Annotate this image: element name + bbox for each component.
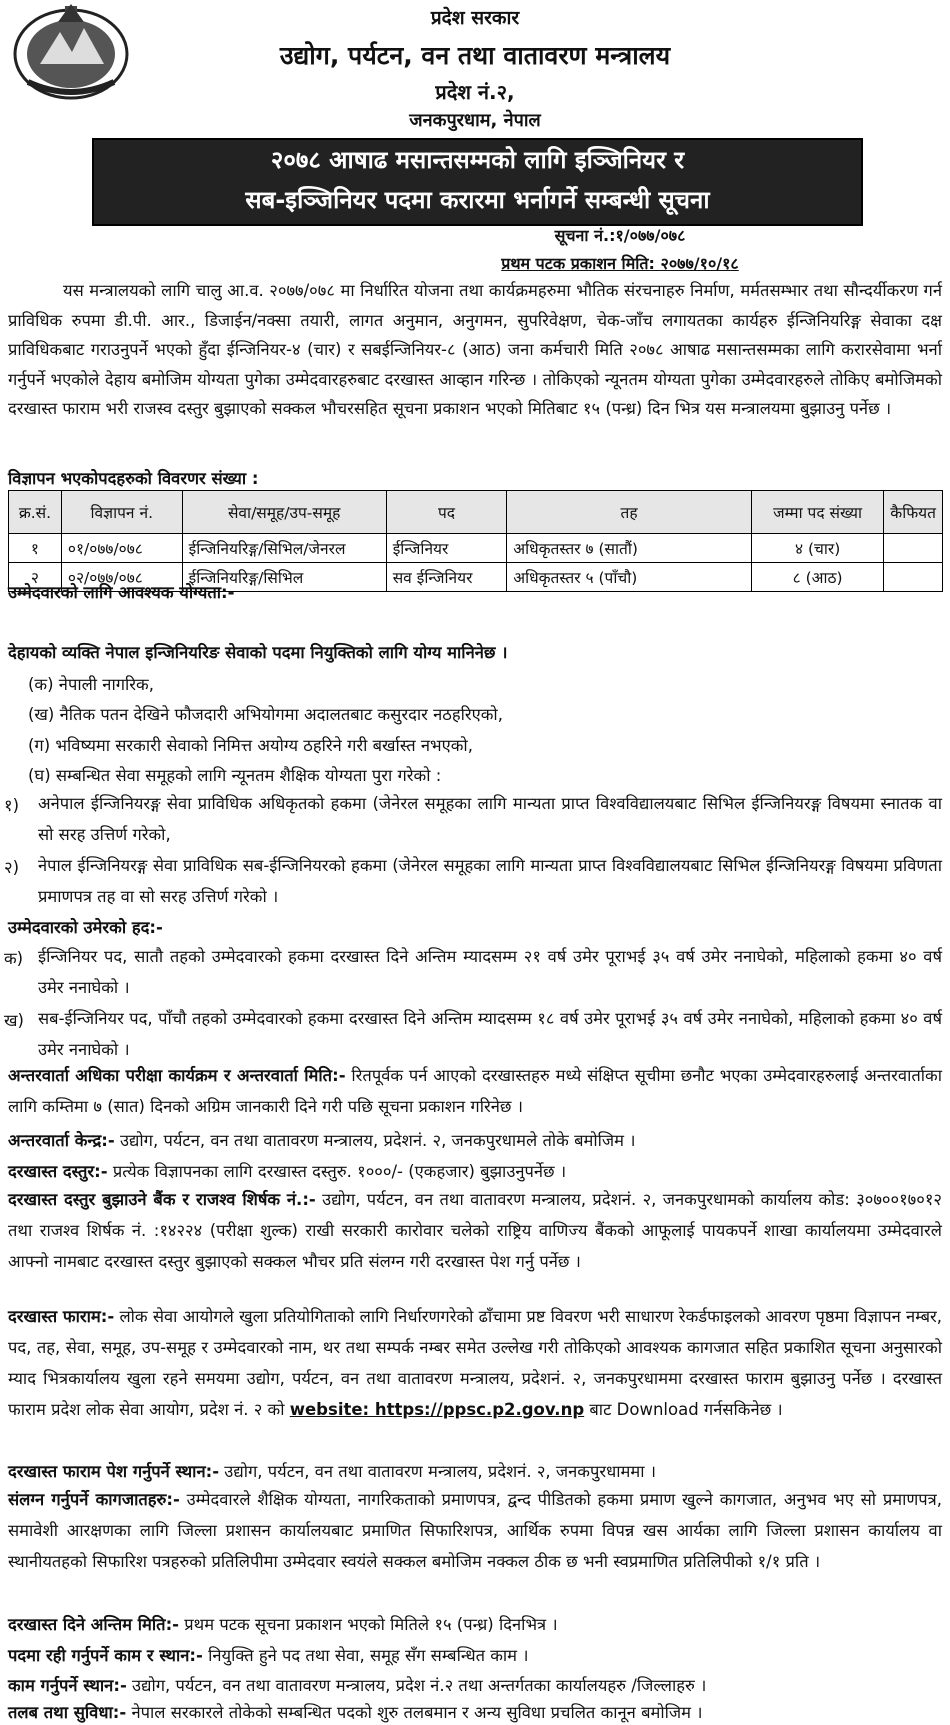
- city-label: जनकपुरधाम, नेपाल: [409, 110, 541, 131]
- submit-label: दरखास्त फाराम पेश गर्नुपर्ने स्थान:-: [8, 1462, 220, 1481]
- fee-section: [8, 1159, 566, 1182]
- qualification-subheading: देहायको व्यक्ति नेपाल इन्जिनियरिङ सेवाको पदमा नियुक्तिको लागि योग्य मानिनेछ ।: [8, 643, 508, 662]
- qualification-heading: उम्मेदवारको लागि आवश्यक योग्यता:-: [8, 583, 235, 602]
- age-item: ईन्जिनियर पद, सातौ तहको उम्मेदवारको हकमा दरखास्त दिने अन्तिम म्यादसम्म २१ वर्ष उमेर पूराभई ३५ वर्ष उमेर ननाघेको, महिलाको हकमा ४० वर्ष उमेर ननाघेको ।: [38, 947, 942, 997]
- col-remarks: कैफियत: [884, 491, 943, 534]
- cell-remarks: [884, 563, 943, 592]
- cell-post: सव ईन्जिनियर: [386, 563, 507, 592]
- province-label: प्रदेश नं.२,: [435, 80, 515, 104]
- cell-ad-no: ०२/०७७/०७८: [61, 563, 182, 592]
- deadline-section: [8, 1612, 558, 1635]
- salary-text: नेपाल सरकारले तोकेको सम्बन्धित पदको शुरु तलबमान र अन्य सुविधा प्रचलित कानून बमोजिम ।: [131, 1703, 703, 1722]
- fee-label: दरखास्त दस्तुर:-: [8, 1162, 108, 1181]
- cell-level: अधिकृतस्तर ७ (सातौं): [507, 534, 752, 563]
- posts-table: [8, 490, 943, 592]
- deadline-text: प्रथम पटक सूचना प्रकाशन भएको मितिले १५ (पन्ध्र) दिनभित्र ।: [184, 1615, 558, 1634]
- cell-post: ईन्जिनियर: [386, 534, 507, 563]
- bank-text: उद्योग, पर्यटन, वन तथा वातावरण मन्त्रालय, प्रदेशनं. २, जनकपुरधामको कार्यालय कोड: ३०७००१७०१२ तथा राजश्व शिर्षक नं. :१४२२४ (परीक्षा शुल्क) राखी सरकारी कारोवार चलेको राष्ट्रिय वाणिज्य बैंकको आफूलाई पायकपर्ने शाखा कार्यालयमा उम्मेदवारले आफ्नो नामबाट दरखास्त दस्तुर बुझाएको सक्कल भौचर प्रति संलग्न गरी दरखास्त पेश गर्नु पर्नेछ ।: [8, 1190, 942, 1271]
- notice-number: सूचना नं.:१/०७७/०७८: [554, 226, 686, 245]
- col-service: सेवा/समूह/उप-समूह: [182, 491, 386, 534]
- table-title: विज्ञापन भएकोपदहरुको विवरणर संख्या :: [8, 469, 259, 488]
- bank-label: दरखास्त दस्तुर बुझाउने बैंक र राजश्व शिर्षक नं.:-: [8, 1190, 316, 1209]
- form-text: लोक सेवा आयोगले खुला प्रतियोगिताको लागि निर्धारणगरेको ढाँचामा प्रष्ट विवरण भरी साधारण रेकर्डफाइलको आवरण पृष्ठमा विज्ञापन नम्बर, पद, तह, सेवा, समूह, उप-समूह र उम्मेदवारको नाम, थर तथा सम्पर्क नम्बर समेत उल्लेख गरी तोकिएको आवश्यक कागजात सहित प्रकाशित सूचना अनुसारको म्याद भित्रकार्यालय खुला रहने समयमा उद्योग, पर्यटन, वन तथा वातावरण मन्त्रालय, प्रदेशनं. २, जनकपुरधाममा दरखास्त फाराम बुझाउनु पर्नेछ । दरखास्त फाराम प्रदेश लोक सेवा आयोग, प्रदेश नं. २ को: [8, 1307, 942, 1419]
- banner-line-1: २०७८ आषाढ मसान्तसम्मको लागि इञ्जिनियर र: [270, 146, 685, 174]
- interview-text: रितपूर्वक पर्न आएको दरखास्तहरु मध्ये संक्षिप्त सूचीमा छनौट भएका उम्मेदवारहरुलाई अन्तरवार्ताका लागि कम्तिमा ७ (सात) दिनको अग्रिम जानकारी दिने गरी पछि सूचना प्रकाशन गरिनेछ ।: [8, 1066, 943, 1116]
- place-text: उद्योग, पर्यटन, वन तथा वातावरण मन्त्रालय, प्रदेश नं.२ तथा अन्तर्गतका कार्यालयहरु /जिल्लाहरु ।: [132, 1676, 707, 1695]
- cell-count: ४ (चार): [751, 534, 883, 563]
- table-header-row: [9, 491, 943, 534]
- age-heading: उम्मेदवारको उमेरको हद:-: [8, 918, 163, 937]
- center-label: अन्तरवार्ता केन्द्र:-: [8, 1131, 115, 1150]
- col-ad-no: विज्ञापन नं.: [61, 491, 182, 534]
- center-section: [8, 1128, 636, 1151]
- form-tail: बाट Download गर्नसकिनेछ ।: [589, 1400, 783, 1419]
- form-label: दरखास्त फाराम:-: [8, 1307, 115, 1326]
- intro-paragraph: यस मन्त्रालयको लागि चालु आ.व. २०७७/०७८ मा निर्धारित योजना तथा कार्यक्रमहरुमा भौतिक संरचनाहरु निर्माण, मर्मतसम्भार तथा सौन्दर्यीकरण गर्न प्राविधिक रुपमा डी.पी. आर., डिजाईन/नक्सा तयारी, लागत अनुमान, अनुगमन, सुपरिवेक्षण, चेक-जाँच लगायतका कार्यहरु ईन्जिनियरिङ्ग सेवाका दक्ष प्राविधिकबाट गराउनुपर्ने भएको हुँदा ईन्जिनियर-४ (चार) र सबईन्जिनियर-८ (आठ) जना कर्मचारी मिति २०७८ आषाढ मसान्तसम्मका लागि करारसेवामा भर्ना गर्नुपर्ने भएकोले देहाय बमोजिम योग्यता पुगेका उम्मेदवारहरुबाट दरखास्त आव्हान गरिन्छ । तोकिएको न्यूनतम योग्यता पुगेका उम्मेदवारहरुले तोकिए बमोजिमको दरखास्त फाराम भरी राजस्व दस्तुर बुझाएको सक्कल भौचरसहित सूचना प्रकाशन भएको मितिबाट १५ (पन्ध्र) दिन भित्र यस मन्त्रालयमा बुझाउनु पर्नेछ ।: [8, 281, 942, 418]
- cell-service: ईन्जिनियरिङ्ग/सिभिल/जेनरल: [182, 534, 386, 563]
- submit-text: उद्योग, पर्यटन, वन तथा वातावरण मन्त्रालय, प्रदेशनं. २, जनकपुरधाममा ।: [224, 1462, 657, 1481]
- cell-sn: २: [9, 563, 62, 592]
- age-marker: ख): [4, 1011, 24, 1030]
- numbered-item: नेपाल ईन्जिनियरङ्ग सेवा प्राविधिक सब-ईन्जिनियरको हकमा (जेनेरल समूहका लागि मान्यता प्राप्त विश्वविद्यालयबाट सिभिल ईन्जिनियरङ्ग विषयमा प्रविणता प्रमाणपत्र तह वा सो सरह उत्तिर्ण गरेको ।: [38, 856, 942, 906]
- interview-label: अन्तरवार्ता अधिका परीक्षा कार्यक्रम र अन्तरवार्ता मिति:-: [8, 1066, 346, 1085]
- col-level: तह: [507, 491, 752, 534]
- center-text: उद्योग, पर्यटन, वन तथा वातावरण मन्त्रालय, प्रदेशनं. २, जनकपुरधामले तोके बमोजिम ।: [119, 1131, 636, 1150]
- qualification-item: (घ) सम्बन्धित सेवा समूहको लागि न्यूनतम शैक्षिक योग्यता पुरा गरेको :: [28, 766, 442, 785]
- publication-date: प्रथम पटक प्रकाशन मिति: २०७७/१०/१८: [501, 254, 739, 273]
- form-section: [8, 1301, 942, 1425]
- qualification-item: (ख) नैतिक पतन देखिने फौजदारी अभियोगमा अदालतबाट कसुरदार नठहरिएको,: [28, 705, 503, 724]
- docs-text: उम्मेदवारले शैक्षिक योग्यता, नागरिकताको प्रमाणपत्र, द्वन्द पीडितको हकमा प्रमाण खुल्ने कागजात, अनुभव भए सो प्रमाणपत्र, समावेशी आरक्षणका लागि जिल्ला प्रशासन कार्यालयबाट प्रमाणित सिफारिशपत्र, आर्थिक रुपमा विपन्न खस आर्यका लागि जिल्ला प्रशासन कार्यालय वा स्थानीयतहको सिफारिश पत्रहरुको प्रतिलिपीमा उम्मेदवार स्वयंले सक्कल बमोजिम नक्कल ठीक छ भनी स्वप्रमाणित प्रतिलिपीको १/१ प्रति ।: [8, 1490, 943, 1571]
- interview-section: [8, 1060, 942, 1122]
- cell-level: अधिकृतस्तर ५ (पाँचौ): [507, 563, 752, 592]
- col-post: पद: [386, 491, 507, 534]
- docs-section: [8, 1484, 942, 1577]
- numbered-item: अनेपाल ईन्जिनियरङ्ग सेवा प्राविधिक अधिकृतको हकमा (जेनेरल समूहका लागि मान्यता प्राप्त विश्वविद्यालयबाट सिभिल ईन्जिनियरङ्ग विषयमा स्नातक वा सो सरह उत्तिर्ण गरेको,: [38, 794, 942, 844]
- bank-section: [8, 1184, 942, 1277]
- cell-sn: १: [9, 534, 62, 563]
- qualification-item: (क) नेपाली नागरिक,: [28, 675, 154, 694]
- submit-section: [8, 1459, 656, 1482]
- qualification-item: (ग) भविष्यमा सरकारी सेवाको निमित्त अयोग्य ठहरिने गरी बर्खास्त नभएको,: [28, 736, 473, 755]
- place-section: [8, 1673, 706, 1696]
- notice-banner: [92, 138, 863, 226]
- salary-section: [8, 1700, 703, 1723]
- duty-section: [8, 1643, 529, 1666]
- banner-line-2: सब-इञ्जिनियर पदमा करारमा भर्नागर्ने सम्बन्धी सूचना: [245, 186, 710, 214]
- age-item: सब-ईन्जिनियर पद, पाँचौ तहको उम्मेदवारको हकमा दरखास्त दिने अन्तिम म्यादसम्म १८ वर्ष उमेर पूराभई ३५ वर्ष उमेर ननाघेको, महिलाको हकमा ४० वर्ष उमेर ननाघेको ।: [38, 1009, 942, 1059]
- cell-remarks: [884, 534, 943, 563]
- ppsc-website-link[interactable]: website: https://ppsc.p2.gov.np: [289, 1400, 585, 1419]
- duty-text: नियुक्ति हुने पद तथा सेवा, समूह सँग सम्बन्धित काम ।: [208, 1646, 529, 1665]
- cell-count: ८ (आठ): [751, 563, 883, 592]
- age-marker: क): [4, 949, 24, 968]
- deadline-label: दरखास्त दिने अन्तिम मिति:-: [8, 1615, 180, 1634]
- cell-service: ईन्जिनियरिङ्ग/सिभिल: [182, 563, 386, 592]
- place-label: काम गर्नुपर्ने स्थान:-: [8, 1676, 127, 1695]
- government-label: प्रदेश सरकार: [430, 7, 520, 29]
- docs-label: संलग्न गर्नुपर्ने कागजातहरु:-: [8, 1490, 180, 1509]
- numbered-marker: १): [4, 796, 20, 815]
- numbered-marker: २): [4, 858, 20, 877]
- ministry-title: उद्योग, पर्यटन, वन तथा वातावरण मन्त्रालय: [279, 41, 671, 70]
- col-count: जम्मा पद संख्या: [751, 491, 883, 534]
- cell-ad-no: ०१/०७७/०७८: [61, 534, 182, 563]
- table-row: [9, 534, 943, 563]
- fee-text: प्रत्येक विज्ञापनका लागि दरखास्त दस्तुरु. १०००/- (एकहजार) बुझाउनुपर्नेछ ।: [112, 1162, 567, 1181]
- duty-label: पदमा रही गर्नुपर्ने काम र स्थान:-: [8, 1646, 203, 1665]
- salary-label: तलब तथा सुविधा:-: [8, 1703, 127, 1722]
- col-sn: क्र.सं.: [9, 491, 62, 534]
